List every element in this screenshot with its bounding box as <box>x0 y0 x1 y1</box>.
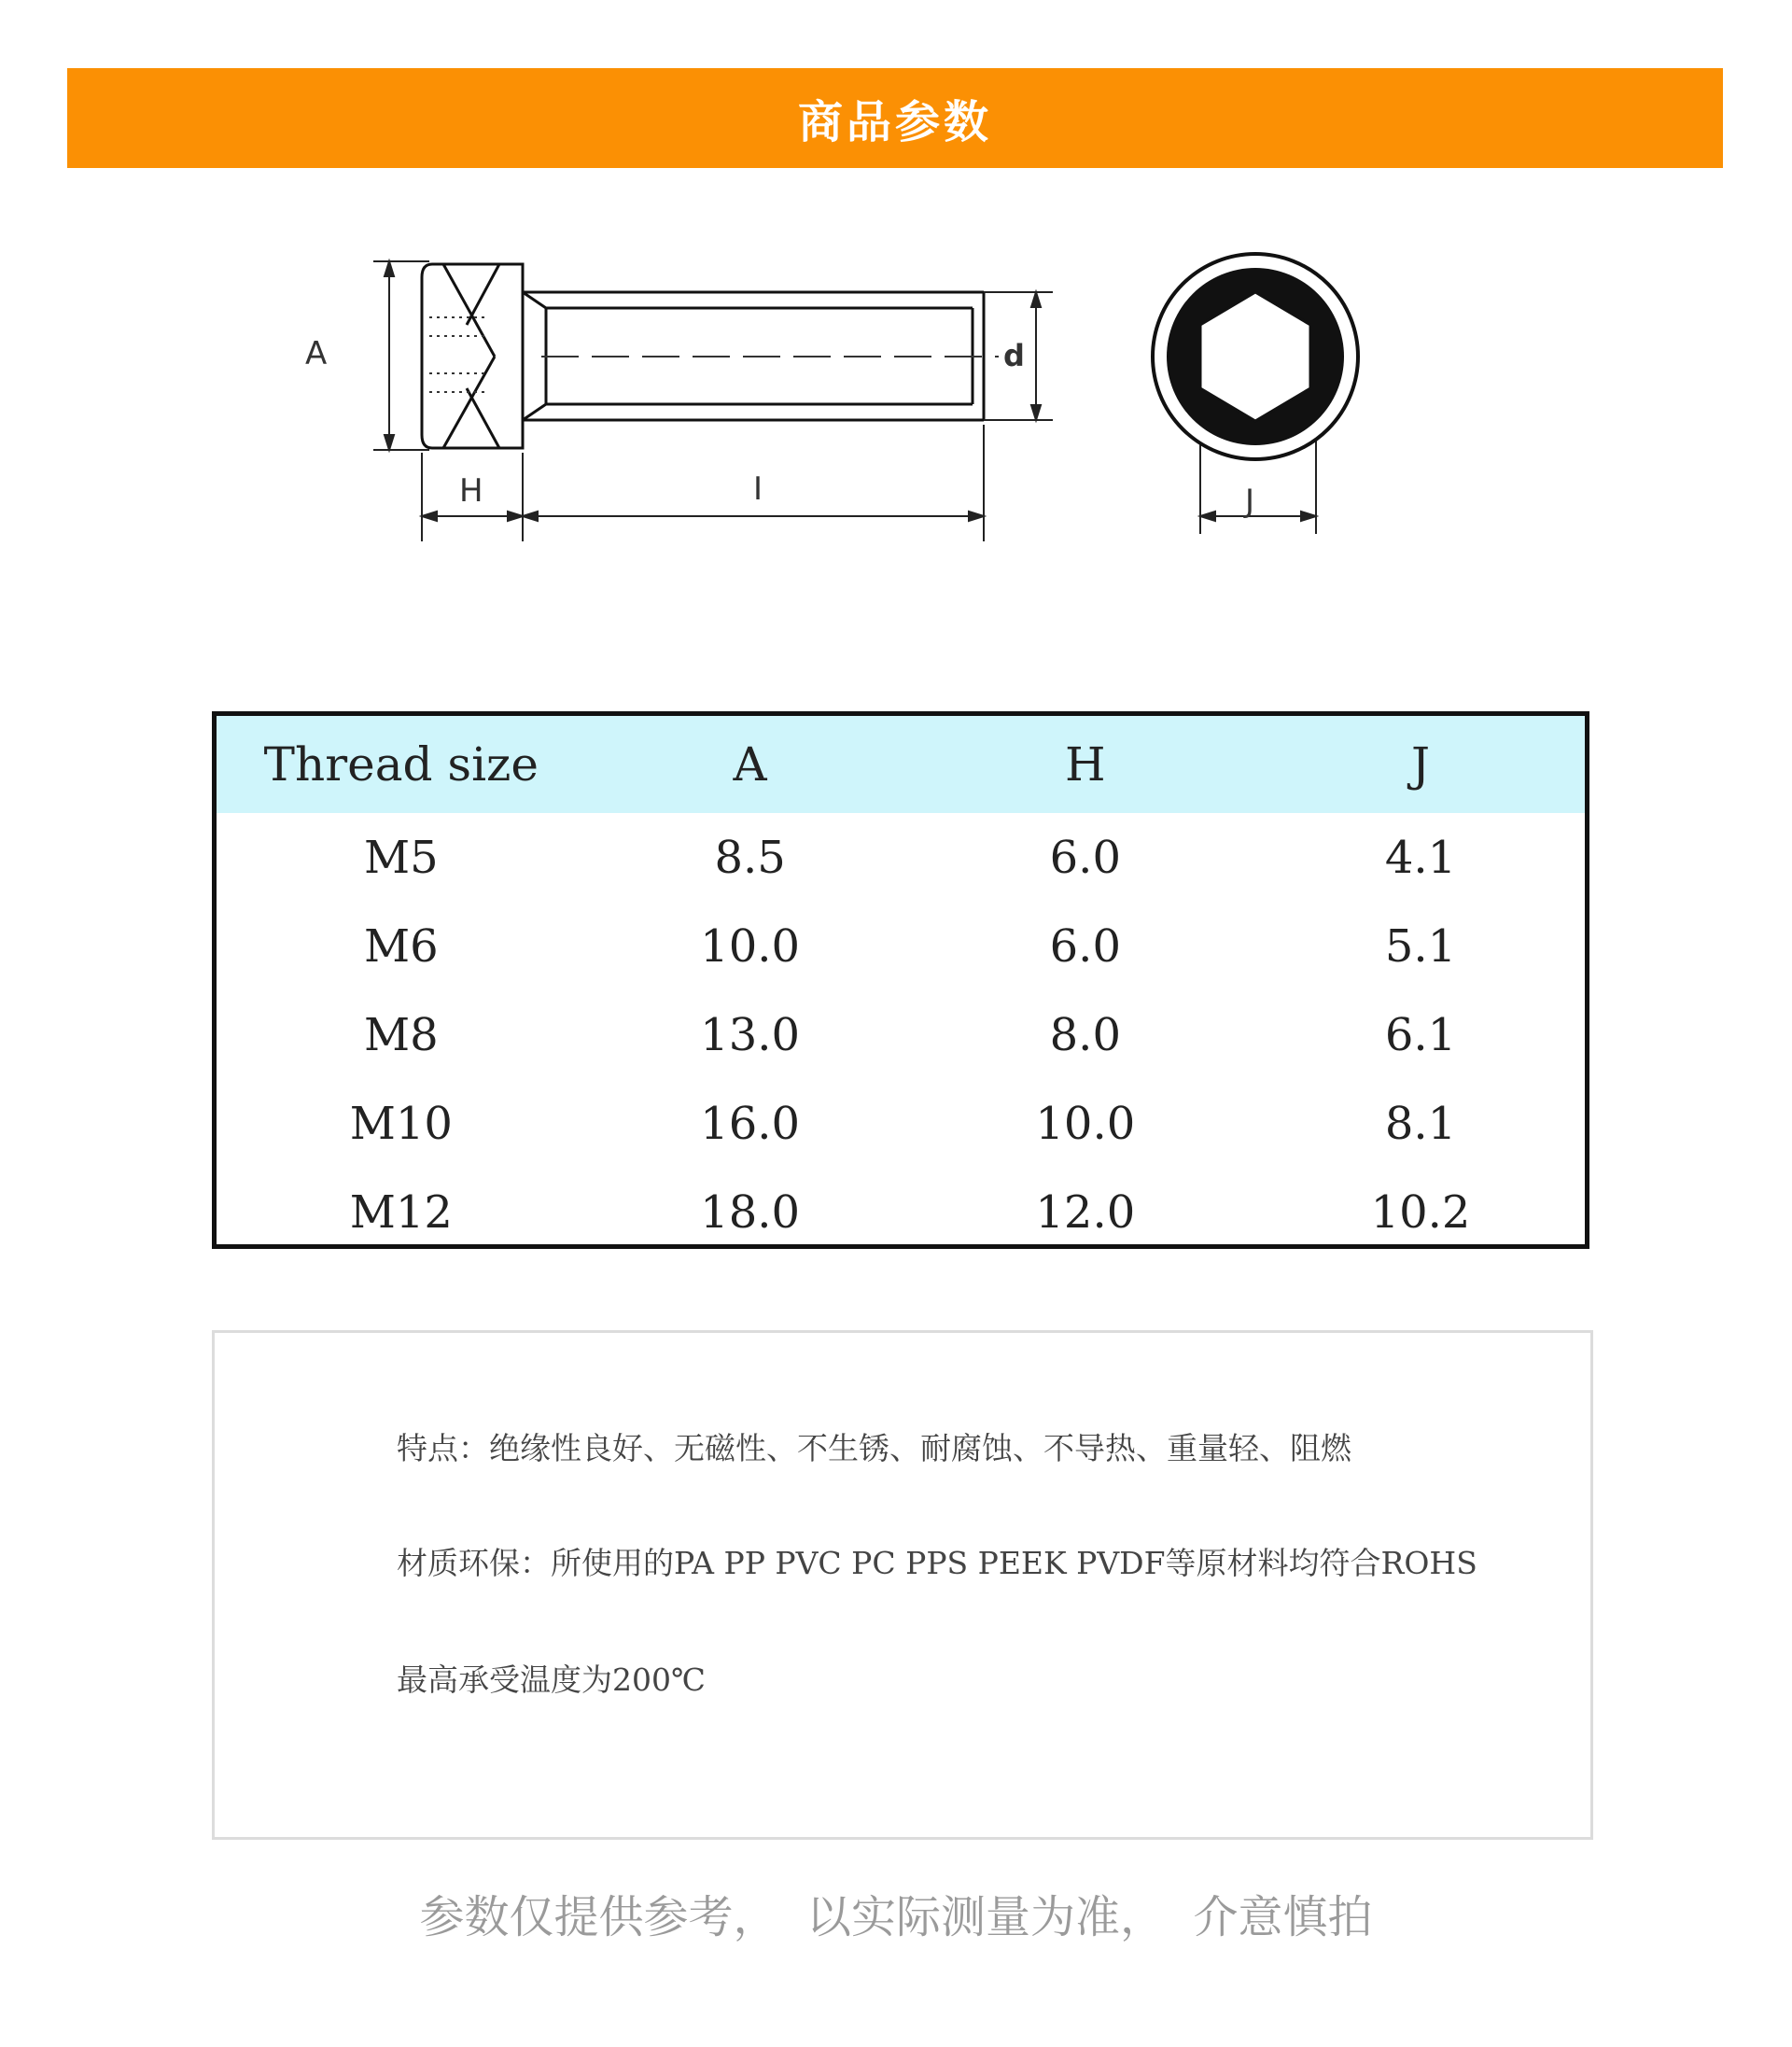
cell-a: 13.0 <box>700 1008 801 1061</box>
label-d: d <box>1003 338 1025 373</box>
cell-j: 8.1 <box>1384 1097 1457 1150</box>
cell-thread: M6 <box>363 919 439 973</box>
header-j: J <box>1256 716 1585 813</box>
feature-line-temperature: 最高承受温度为200℃ <box>397 1661 706 1698</box>
cell-thread: M8 <box>363 1008 439 1061</box>
table-row <box>217 1079 1585 1168</box>
disclaimer-text: 参数仅提供参考， 以实际测量为准， 介意慎拍 <box>419 1891 1373 1943</box>
cell-a: 18.0 <box>700 1185 801 1239</box>
cell-j: 5.1 <box>1384 919 1457 973</box>
cell-h: 6.0 <box>1049 831 1121 884</box>
cell-j: 10.2 <box>1370 1185 1471 1239</box>
label-j: J <box>1245 483 1255 520</box>
cell-h: 12.0 <box>1035 1185 1136 1239</box>
table-row <box>217 902 1585 990</box>
header-h: H <box>915 716 1257 813</box>
cell-h: 6.0 <box>1049 919 1121 973</box>
cell-j: 6.1 <box>1384 1008 1457 1061</box>
table-row <box>217 990 1585 1079</box>
screw-head-outline <box>422 264 523 448</box>
table-row <box>217 813 1585 902</box>
screw-end-view <box>1153 254 1358 459</box>
table-row <box>217 1168 1585 1256</box>
header-a: A <box>586 716 915 813</box>
section-title: 商品参数 <box>797 96 992 148</box>
table-header-row <box>217 716 1585 813</box>
cell-thread: M5 <box>363 831 439 884</box>
screw-diagram <box>0 224 1792 579</box>
cell-thread: M10 <box>349 1097 453 1150</box>
feature-line-materials: 材质环保：所使用的PA PP PVC PC PPS PEEK PVDF等原材料均符合ROHS <box>397 1545 1477 1581</box>
cell-thread: M12 <box>349 1185 453 1239</box>
cell-a: 10.0 <box>700 919 801 973</box>
cell-h: 10.0 <box>1035 1097 1136 1150</box>
label-a: A <box>305 335 328 372</box>
cell-a: 8.5 <box>714 831 786 884</box>
section-banner <box>67 68 1723 168</box>
cell-j: 4.1 <box>1384 831 1457 884</box>
feature-line-properties: 特点：绝缘性良好、无磁性、不生锈、耐腐蚀、不导热、重量轻、阻燃 <box>397 1430 1351 1466</box>
header-thread-size: Thread size <box>217 716 586 813</box>
spec-table <box>212 711 1589 1249</box>
label-h: H <box>459 472 483 510</box>
cell-h: 8.0 <box>1049 1008 1121 1061</box>
cell-a: 16.0 <box>700 1097 801 1150</box>
features-box <box>212 1330 1593 1840</box>
label-i: I <box>753 470 763 508</box>
